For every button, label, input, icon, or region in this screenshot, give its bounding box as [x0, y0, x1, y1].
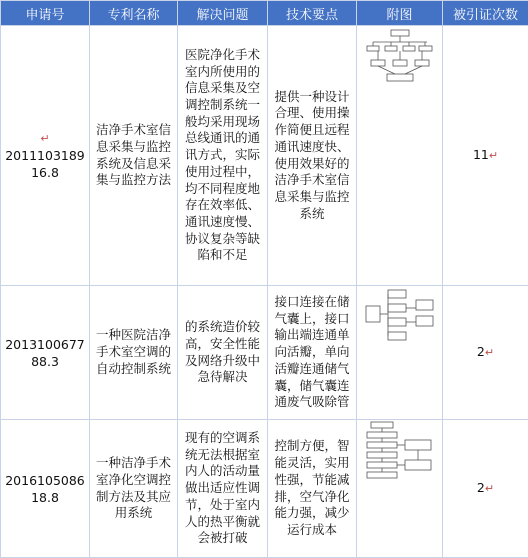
return-mark-icon: ↵	[485, 482, 494, 495]
block-diagram-icon	[365, 26, 435, 90]
return-mark-icon: ↵	[5, 130, 85, 147]
return-mark-icon: ↵	[489, 149, 498, 162]
key-points-cell	[268, 420, 357, 558]
problem-cell	[178, 286, 268, 420]
figure-thumbnail	[357, 420, 442, 557]
col-header-key-points: 技术要点	[268, 1, 357, 26]
patent-name-cell	[90, 286, 178, 420]
header-row	[1, 1, 528, 26]
col-header-name: 专利名称	[90, 1, 178, 26]
problem-cell	[178, 26, 268, 286]
key-points-text: 控制方便，智能灵活，实用性强，节能减排，空气净化能力强，减少运行成本	[274, 438, 349, 537]
app-no-cell	[1, 26, 90, 286]
key-points-cell	[268, 286, 357, 420]
patent-name-text: 洁净手术室信息采集与监控系统及信息采集与监控方法	[96, 122, 171, 187]
patent-name-cell	[90, 420, 178, 558]
app-no-cell	[1, 286, 90, 420]
patent-name-text: 一种洁净手术室净化空调控制方法及其应用系统	[96, 455, 171, 520]
figure-thumbnail	[357, 286, 442, 419]
app-no-text: 201310067788.3	[5, 337, 85, 369]
flowchart-icon	[365, 420, 435, 486]
key-points-text: 提供一种设计合理、使用操作简便且远程通讯速度快、使用效果好的洁净手术室信息采集与监控系统	[274, 89, 349, 221]
app-no-cell	[1, 420, 90, 558]
problem-text: 的系统造价较高，安全性能及网络升级中急待解决	[185, 319, 260, 384]
citations-text: 2	[477, 480, 485, 495]
table-row	[1, 26, 528, 286]
table-row	[1, 286, 528, 420]
key-points-text: 接口连接在储气囊上，接口输出端连通单向活瓣，单向活瓣连通储气囊，储气囊连通废气吸除管	[274, 294, 349, 409]
figure-cell	[357, 286, 443, 420]
citations-text: 11	[473, 147, 489, 162]
app-no-text: 201610508618.8	[5, 473, 85, 505]
app-no-text: 201110318916.8	[5, 148, 85, 180]
figure-cell	[357, 26, 443, 286]
citations-text: 2	[477, 344, 485, 359]
figure-cell	[357, 420, 443, 558]
patent-name-text: 一种医院洁净手术室空调的自动控制系统	[96, 327, 171, 375]
citations-cell	[443, 26, 528, 286]
citations-cell	[443, 420, 528, 558]
citations-cell	[443, 286, 528, 420]
col-header-citations: 被引证次数	[443, 1, 528, 26]
col-header-problem: 解决问题	[178, 1, 268, 26]
block-diagram-icon	[364, 286, 436, 342]
table-row	[1, 420, 528, 558]
col-header-app-no: 申请号	[1, 1, 90, 26]
key-points-cell	[268, 26, 357, 286]
col-header-figure: 附图	[357, 1, 443, 26]
problem-text: 医院净化手术室内所使用的信息采集及空调控制系统一般均采用现场总线通讯的通讯方式，实际使用过程中，均不同程度地存在效率低、通讯速度慢、协议复杂等缺陷和不足	[185, 47, 260, 262]
problem-text: 现有的空调系统无法根据室内人的活动量做出适应性调节，处于室内人的热平衡就会被打破	[185, 430, 260, 545]
figure-thumbnail	[357, 26, 442, 285]
return-mark-icon: ↵	[485, 346, 494, 359]
patent-name-cell	[90, 26, 178, 286]
problem-cell	[178, 420, 268, 558]
